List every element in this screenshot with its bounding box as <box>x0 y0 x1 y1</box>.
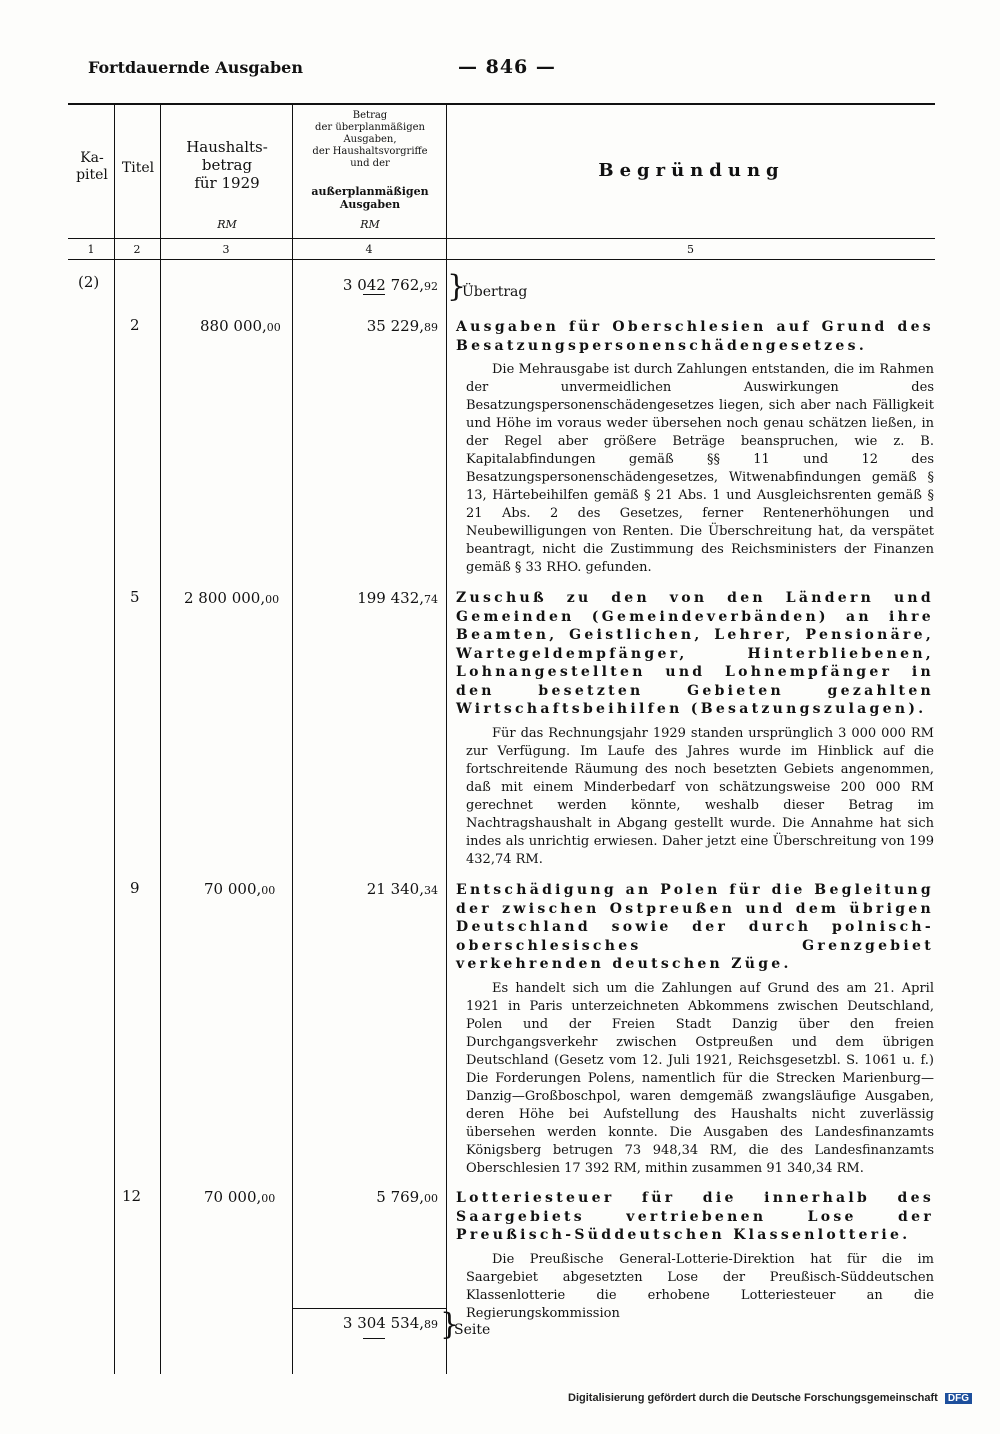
titel-number: 12 <box>122 1187 142 1205</box>
header-begruendung: Begründung <box>598 160 785 181</box>
haushalt-amount: 70 000,00 <box>204 1188 276 1206</box>
footer-text: Digitalisierung gefördert durch die Deutsche Forschungsgemeinschaft <box>568 1392 938 1404</box>
header-kapitel: Ka- pitel <box>76 150 108 183</box>
entry-body: Für das Rechnungsjahr 1929 standen ursprünglich 3 000 000 RM zur Verfügung. Im Laufe des Jahres wurde im Hinblick auf die fortschreitende Räumung des noch besetzten Gebiets angenommen, daß mit einem Minderbedarf von schätzungsweise 200 000 RM gerechnet werden könnte, weshalb dieser Betrag im Nachtragshaushalt in Abgang gestellt wurde. Die Annahme hat sich indes als unrichtig erwiesen. Daher jetzt eine Überschreitung von 199 432,74 RM. <box>466 725 934 867</box>
entry-titel-12 <box>456 1189 934 1323</box>
column-divider-2 <box>160 104 161 1374</box>
page-total-label: Seite <box>454 1322 491 1338</box>
entry-body: Die Mehrausgabe ist durch Zahlungen entstanden, die im Rahmen der unvermeidlichen Auswirkungen des Besatzungspersonenschädengesetzes liegen, sich aber nach Fälligkeit und Höhe im voraus weder übersehen noch genau schätzen ließen, in der Regel aber größere Beträge beanspruchen, wie z. B. Kapitalabfindungen gemäß §§ 11 und 12 des Besatzungspersonenschädengesetzes, Witwenabfindungen gemäß § 13, Härtebeihilfen gemäß § 21 Abs. 1 und Ausgleichsrenten gemäß § 21 Abs. 2 des Gesetzes, ferner Rentenerhöhungen und Neubewilligungen von Renten. Die Überschreitung hat, da verspätet beantragt, nicht die Zustimmung des Reichsministers der Finanzen gemäß § 33 RHO. gefunden. <box>466 362 934 575</box>
header-ausserplanmaessig: außerplanmäßigen Ausgaben <box>311 185 429 212</box>
entry-titel-9 <box>456 881 934 1178</box>
page-number: — 846 — <box>458 56 556 78</box>
total-rule <box>292 1308 446 1309</box>
haushalt-amount: 2 800 000,00 <box>184 589 280 607</box>
column-number-rule <box>68 259 935 260</box>
table-top-rule <box>68 103 935 105</box>
betrag-amount: 21 340,34 <box>366 880 438 898</box>
carry-amount: 3 042 762,92 <box>342 276 438 294</box>
column-number: 2 <box>133 243 141 256</box>
betrag-amount: 199 432,74 <box>357 589 438 607</box>
column-divider-1 <box>114 104 115 1374</box>
entry-titel-2 <box>456 318 934 577</box>
titel-number: 9 <box>130 879 140 897</box>
carry-label: Übertrag <box>462 284 528 300</box>
column-number: 4 <box>365 243 373 256</box>
haushalt-amount: 880 000,00 <box>200 317 281 335</box>
entry-title: Ausgaben für Oberschlesien auf Grund des Besatzungspersonenschädengesetzes. <box>456 319 934 354</box>
header-rule <box>68 238 935 239</box>
dfg-logo: DFG <box>945 1393 972 1404</box>
haushalt-amount: 70 000,00 <box>204 880 276 898</box>
page-total-amount: 3 304 534,89 <box>342 1314 438 1332</box>
brace-glyph: } <box>440 1307 460 1342</box>
header-titel: Titel <box>121 160 155 176</box>
header-unit-col3: RM <box>217 218 237 231</box>
kapitel-number: (2) <box>78 273 100 291</box>
dash-rule <box>363 1338 385 1339</box>
column-number: 3 <box>222 243 230 256</box>
header-haushaltsbetrag: Haushalts- betrag für 1929 <box>186 138 268 192</box>
header-unit-col4: RM <box>360 218 380 231</box>
titel-number: 5 <box>130 588 140 606</box>
header-betrag: Betrag der überplanmäßigen Ausgaben, der Haushaltsvorgriffe und der <box>312 110 428 169</box>
dash-rule <box>363 294 385 295</box>
entry-body: Die Preußische General-Lotterie-Direktion hat für die im Saargebiet abgesetzten Lose der Preußisch-Süddeutschen Klassenlotterie die erhobene Lotteriesteuer an die Regierungskommission <box>466 1251 934 1321</box>
column-divider-3 <box>292 104 293 1374</box>
digitization-footer <box>568 1392 972 1404</box>
running-header: Fortdauernde Ausgaben <box>88 58 303 77</box>
column-number: 1 <box>87 243 95 256</box>
entry-titel-5 <box>456 589 934 869</box>
entry-title: Lotteriesteuer für die innerhalb des Saargebiets vertriebenen Lose der Preußisch-Süddeutschen Klassenlotterie. <box>456 1190 934 1243</box>
column-number: 5 <box>687 243 694 256</box>
betrag-amount: 35 229,89 <box>366 317 438 335</box>
entry-title: Zuschuß zu den von den Ländern und Gemeinden (Gemeindeverbänden) an ihre Beamten, Geistlichen, Lehrer, Pensionäre, Wartegeldempfänger, Hinterbliebenen, Lohnangestellten und Lohnempfänger in den besetzten Gebieten gezahlten Wirtschaftsbeihilfen (Besatzungszulagen). <box>456 590 934 717</box>
titel-number: 2 <box>130 316 140 334</box>
entry-body: Es handelt sich um die Zahlungen auf Grund des am 21. April 1921 in Paris unterzeichneten Abkommens zwischen Deutschland, Polen und der Freien Stadt Danzig über den freien Durchgangsverkehr zwischen Ostpreußen und dem übrigen Deutschland (Gesetz vom 12. Juli 1921, Reichsgesetzbl. S. 1061 u. f.) Die Forderungen Polens, namentlich für die Strecken Marienburg—Danzig—Großboschpol, waren demgemäß zwangsläufige Ausgaben, deren Höhe bei Aufstellung des Haushalts nicht zuverlässig übersehen werden konnte. Die Ausgaben des Landesfinanzamts Königsberg betrugen 73 948,34 RM, die des Landesfinanzamts Oberschlesien 17 392 RM, mithin zusammen 91 340,34 RM. <box>466 980 934 1176</box>
betrag-amount: 5 769,00 <box>376 1188 438 1206</box>
brace-glyph: } <box>447 269 467 304</box>
entry-title: Entschädigung an Polen für die Begleitung der zwischen Ostpreußen und dem übrigen Deutschland sowie der durch polnisch-oberschlesisches Grenzgebiet verkehrenden deutschen Züge. <box>456 882 934 972</box>
